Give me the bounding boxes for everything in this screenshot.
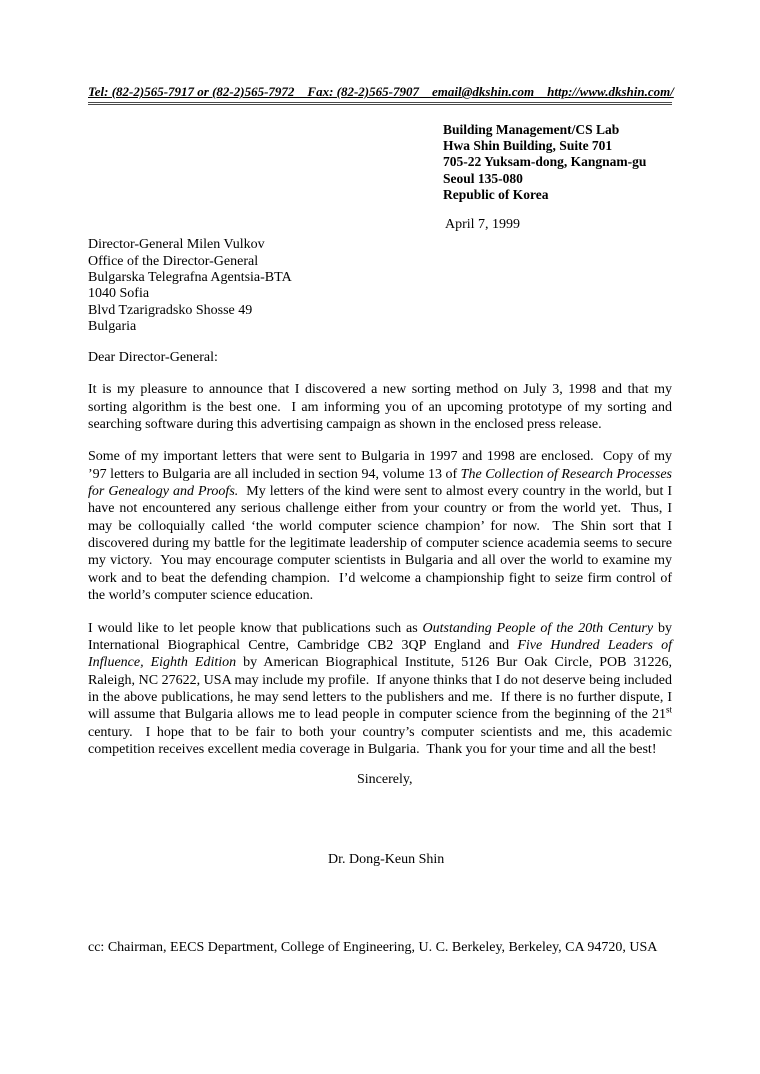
letter-content	[88, 0, 672, 956]
recipient-address-block	[88, 237, 672, 335]
body-paragraph-3: I would like to let people know that publications such as Outstanding People of the 20th Century by International Biographical Centre, Cambridge CB2 3QP England and Five Hundred Leaders of Influence, Eighth Edition by American Biographical Institute, 5126 Bur Oak Circle, POB 31226, Raleigh, NC 27622, USA may include my profile. If anyone thinks that I do not deserve being included in the above publications, he may send letters to the publishers and me. If there is no further dispute, I will assume that Bulgaria allows me to lead people in computer science from the beginning of the 21st century. I hope that to be fair to both your country’s computer scientists and me, this academic competition receives excellent media coverage in Bulgaria. Thank you for your time and all the best!	[88, 620, 673, 757]
signature-name: Dr. Dong-Keun Shin	[328, 852, 445, 868]
recipient-address-line: Office of the Director-General	[88, 253, 259, 269]
closing-line: Sincerely,	[357, 772, 413, 788]
recipient-address-line: Blvd Tzarigradsko Shosse 49	[88, 302, 253, 318]
recipient-address-line: 1040 Sofia	[88, 286, 150, 302]
letterhead-contact-line	[88, 84, 672, 105]
salutation: Dear Director-General:	[88, 350, 218, 366]
sender-address-line: Republic of Korea	[443, 186, 549, 202]
recipient-address-line: Bulgaria	[88, 318, 137, 334]
sender-address-line: 705-22 Yuksam-dong, Kangnam-gu	[443, 154, 647, 170]
recipient-address-line: Director-General Milen Vulkov	[88, 237, 265, 253]
sender-address-line: Building Management/CS Lab	[443, 122, 620, 137]
recipient-address-line: Bulgarska Telegrafna Agentsia-BTA	[88, 269, 292, 285]
sender-address-line: Seoul 135-080	[443, 170, 523, 186]
contact-info-text: Tel: (82-2)565-7917 or (82-2)565-7972 Fax: (82-2)565-7907 email@dkshin.com http://www.dkshin.com/	[88, 84, 674, 99]
sender-address-line: Hwa Shin Building, Suite 701	[443, 138, 613, 154]
cc-line: cc: Chairman, EECS Department, College of Engineering, U. C. Berkeley, Berkeley, CA 94720, USA	[88, 940, 658, 956]
body-paragraph-1: It is my pleasure to announce that I discovered a new sorting method on July 3, 1998 and that my sorting algorithm is the best one. I am informing you of an upcoming prototype of my sorting and searching software during this advertising campaign as shown in the enclosed press release.	[88, 382, 672, 433]
body-paragraph-2: Some of my important letters that were sent to Bulgaria in 1997 and 1998 are enclosed. Copy of my ’97 letters to Bulgaria are all included in section 94, volume 13 of The Collection of Research Processes for Genealogy and Proofs. My letters of the kind were sent to almost every country in the world, but I have not encountered any serious challenge either from your country or from the world yet. Thus, I may be colloquially called ‘the world computer science champion’ for now. The Shin sort that I discovered during my battle for the legitimate leadership of computer science academia seems to secure my victory. You may encourage computer scientists in Bulgaria and all over the world to examine my work and to beat the defending champion. I’d welcome a championship fight to seize firm control of the world’s computer science education.	[88, 449, 672, 604]
sender-address-block	[443, 122, 672, 203]
date-line: April 7, 1999	[445, 217, 521, 233]
